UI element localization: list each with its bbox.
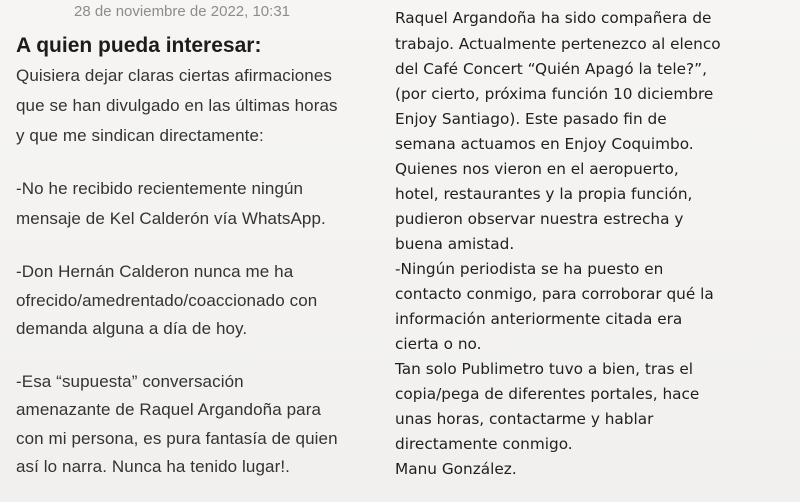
note-timestamp: 28 de noviembre de 2022, 10:31 [74, 3, 290, 20]
left-line: demanda alguna a día de hoy. [16, 319, 248, 338]
right-line: directamente conmigo. [395, 435, 573, 453]
right-line: semana actuamos en Enjoy Coquimbo. [395, 135, 694, 153]
right-line: unas horas, contactarme y hablar [395, 410, 654, 428]
right-line: Raquel Argandoña ha sido compañera de [395, 9, 712, 27]
right-line: Manu González. [395, 460, 517, 478]
left-line: amenazante de Raquel Argandoña para [16, 400, 322, 419]
right-line: pudieron observar nuestra estrecha y [395, 210, 684, 228]
left-line: que se han divulgado en las últimas horas [16, 96, 338, 115]
right-line: Tan solo Publimetro tuvo a bien, tras el [395, 360, 694, 378]
right-line: -Ningún periodista se ha puesto en [395, 260, 664, 278]
left-line: -No he recibido recientemente ningún [16, 179, 304, 198]
right-line: (por cierto, próxima función 10 diciembre [395, 85, 714, 103]
right-line: información anteriormente citada era [395, 310, 683, 328]
right-line: buena amistad. [395, 235, 515, 253]
right-line: copia/pega de diferentes portales, hace [395, 385, 700, 403]
right-line: cierta o no. [395, 335, 482, 353]
note-heading: A quien pueda interesar: [16, 34, 262, 57]
right-line: Enjoy Santiago). Este pasado fin de [395, 110, 667, 128]
right-line: contacto conmigo, para corroborar qué la [395, 285, 714, 303]
left-line: y que me sindican directamente: [16, 126, 264, 145]
left-line: -Esa “supuesta” conversación [16, 372, 244, 391]
right-line: Quienes nos vieron en el aeropuerto, [395, 160, 679, 178]
left-line: Quisiera dejar claras ciertas afirmaciones [16, 66, 332, 85]
right-line: hotel, restaurantes y la propia función, [395, 185, 693, 203]
left-line: -Don Hernán Calderon nunca me ha [16, 262, 294, 281]
left-line: así lo narra. Nunca ha tenido lugar!. [16, 457, 290, 476]
left-line: mensaje de Kel Calderón vía WhatsApp. [16, 209, 326, 228]
right-line: del Café Concert “Quién Apagó la tele?”, [395, 60, 707, 78]
left-line: ofrecido/amedrentado/coaccionado con [16, 291, 318, 310]
right-line: trabajo. Actualmente pertenezco al elenco [395, 35, 721, 53]
left-line: con mi persona, es pura fantasía de quien [16, 429, 338, 448]
